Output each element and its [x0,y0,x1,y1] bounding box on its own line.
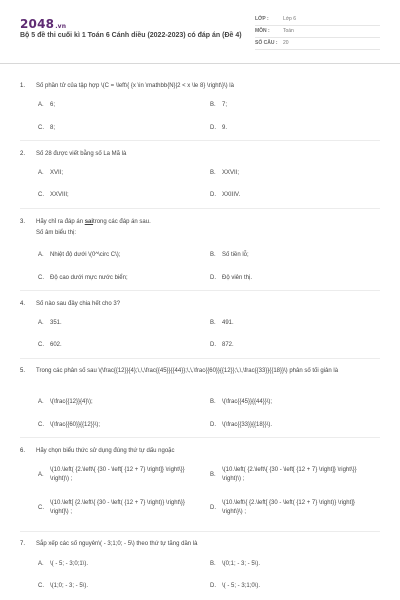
option-letter: D. [210,583,216,589]
meta-label: LỚP : [255,16,269,23]
option-letter: C. [38,342,44,348]
option-text: 872. [222,342,234,348]
option-d[interactable] [210,124,227,132]
option-b[interactable] [210,560,260,568]
meta-row-count [255,38,380,50]
option-d[interactable] [210,274,252,282]
question-item [20,82,380,90]
question-item [20,540,380,548]
option-letter: A. [38,170,44,176]
option-a[interactable] [38,319,62,327]
option-text: \(\frac{{45}}{{44}}\); [222,399,273,405]
question-emphasis: sai [84,219,94,225]
option-letter: D. [210,125,216,131]
question-list [0,64,400,600]
option-text: Độ cao dưới mực nước biển; [50,275,128,281]
meta-value: 20 [283,40,289,47]
option-text: \(10.\left( {2.\left\{ {30 - \left[ {12 + 7} \right]} \right\}} \right)\) ; [50,467,185,482]
page-header [0,0,400,64]
option-letter: D. [210,342,216,348]
option-d[interactable] [210,191,240,199]
option-d[interactable] [210,499,360,517]
question-number: 6. [20,448,26,454]
option-a[interactable] [38,398,93,406]
option-a[interactable] [38,466,188,484]
logo-suffix: .vn [55,23,67,30]
option-text: \(\frac{{12}}{4}\); [50,399,93,405]
divider [20,140,380,141]
question-number: 2. [20,151,26,157]
option-a[interactable] [38,560,88,568]
option-text: \(10.\left[ {2.\left\{ {30 - \left( {12 + 7} \right)} \right\}} \right]\) ; [50,500,185,515]
option-text: 491. [222,320,234,326]
option-b[interactable] [210,466,360,484]
option-c[interactable] [38,582,88,590]
option-text: XXIIIV. [222,192,241,198]
exam-meta [255,14,380,50]
option-text: 7; [222,102,228,108]
divider [20,208,380,209]
option-text: \( - 5; - 3;1;0\). [222,583,261,589]
option-text: XXVIII; [50,192,69,198]
meta-row-class [255,14,380,26]
option-b[interactable] [210,319,234,327]
question-text: Hãy chọn biểu thức sử dụng đúng thứ tự dấu ngoặc [36,448,175,454]
question-subtext: Số âm biểu thị: [36,230,77,237]
option-letter: A. [38,320,44,326]
option-b[interactable] [210,398,272,406]
option-a[interactable] [38,101,55,109]
option-text: XVII; [50,170,64,176]
option-c[interactable] [38,421,100,429]
question-number: 7. [20,541,26,547]
option-letter: A. [38,472,44,478]
question-text: Trong các phân số sau \(\frac{{12}}{4};\,\,\frac{{45}}{{44}};\,\,\frac{{60}}{{12}};\,\,\frac{{33}}{{18}}\) phân số tối giản là [36,368,339,374]
option-letter: C. [38,192,44,198]
option-text: Số tiền lỗ; [222,252,249,258]
option-letter: C. [38,422,44,428]
question-text-part: Hãy chỉ ra đáp án [36,219,85,225]
question-text-part: trong các đáp án sau. [93,219,151,225]
logo-text: 2048 [20,17,55,31]
option-letter: B. [210,102,216,108]
option-text: 6; [50,102,56,108]
question-number: 1. [20,83,26,89]
question-item [20,150,380,158]
option-b[interactable] [210,251,249,259]
option-b[interactable] [210,101,227,109]
divider [20,531,380,532]
option-c[interactable] [38,274,128,282]
option-text: \(10.\left\{ {2.\left[ {30 - \left( {12 + 7} \right)} \right]} \right\}\) ; [222,500,355,515]
question-item [20,367,380,375]
option-letter: A. [38,399,44,405]
option-letter: B. [210,399,216,405]
option-text: \(10.\left( {2.\left\{ {30 - \left[ {12 + 7} \right]} \right\}} \right)\) ; [222,467,357,482]
option-text: \(0;1; - 3; - 5\). [222,561,261,567]
option-d[interactable] [210,421,272,429]
option-letter: C. [38,505,44,511]
question-item [20,447,380,455]
divider [20,358,380,359]
option-letter: A. [38,561,44,567]
meta-value: Lớp 6 [283,16,297,23]
option-letter: C. [38,125,44,131]
option-letter: C. [38,275,44,281]
option-text: Nhiệt độ dưới \(0^\circ C\); [50,252,121,258]
question-number: 5. [20,368,26,374]
option-letter: D. [210,422,216,428]
option-d[interactable] [210,341,234,349]
option-text: 602. [50,342,62,348]
option-letter: B. [210,252,216,258]
option-text: \( - 5; - 3;0;1\). [50,561,89,567]
meta-label: SỐ CÂU : [255,40,278,47]
option-c[interactable] [38,341,62,349]
option-text: 351. [50,320,62,326]
question-text [36,218,380,237]
question-text: Số nào sau đây chia hết cho 3? [36,301,121,307]
question-item [20,300,380,308]
meta-label: MÔN : [255,28,270,35]
option-text: 9. [222,125,228,131]
option-a[interactable] [38,251,120,259]
divider [20,290,380,291]
question-text: Số 28 được viết bằng số La Mã là [36,151,127,157]
option-text: \(\frac{{33}}{{18}}\). [222,422,273,428]
option-text: Độ viên thị. [222,275,253,281]
option-letter: A. [38,252,44,258]
option-letter: B. [210,472,216,478]
option-text: 8; [50,125,56,131]
option-letter: B. [210,320,216,326]
option-d[interactable] [210,582,260,590]
option-text: \(\frac{{60}}{{12}}\); [50,422,101,428]
option-letter: B. [210,561,216,567]
option-text: \(1;0; - 3; - 5\). [50,583,89,589]
option-c[interactable] [38,191,69,199]
option-letter: C. [38,583,44,589]
meta-row-subject [255,26,380,38]
option-a[interactable] [38,169,63,177]
option-c[interactable] [38,124,55,132]
option-text: XXVII; [222,170,240,176]
question-text: Số phần tử của tập hợp \(C = \left\{ {x \in \mathbb{N}|2 < x \le 8} \right\}\) là [36,83,234,89]
question-item [20,218,380,237]
question-number: 4. [20,301,26,307]
page-title: Bộ 5 đề thi cuối kì 1 Toán 6 Cánh diều (2022-2023) có đáp án (Đề 4) [20,32,242,39]
divider [20,437,380,438]
option-letter: D. [210,192,216,198]
meta-value: Toán [283,28,294,35]
option-letter: D. [210,505,216,511]
question-text: Sắp xếp các số nguyên\( - 3;1;0; - 5\) theo thứ tự tăng dần là [36,541,198,547]
option-letter: D. [210,275,216,281]
option-letter: A. [38,102,44,108]
question-number: 3. [20,219,26,225]
option-letter: B. [210,170,216,176]
option-c[interactable] [38,499,188,517]
option-b[interactable] [210,169,239,177]
site-logo[interactable] [20,16,66,32]
